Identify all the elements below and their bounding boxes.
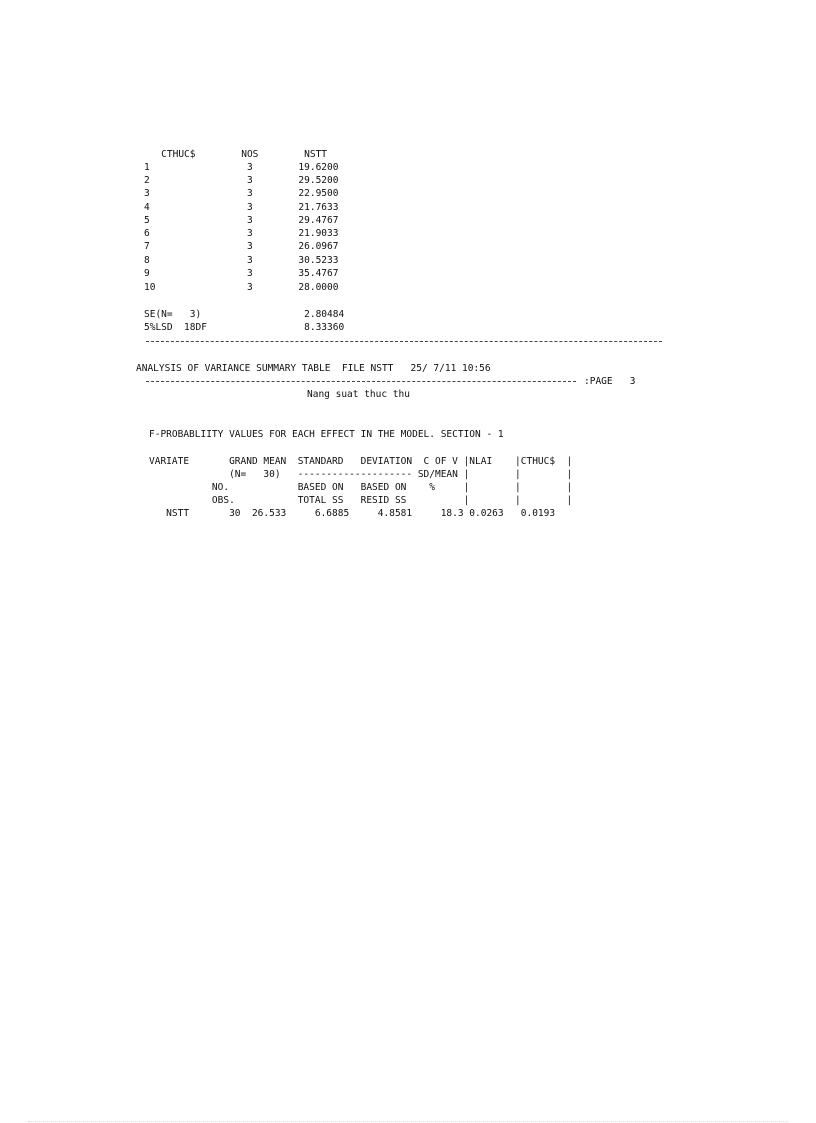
anova-header-line-2: (N= 30) -------------------- SD/MEAN | | | <box>149 469 573 480</box>
separator-rule-1 <box>146 341 662 342</box>
anova-title: ANALYSIS OF VARIANCE SUMMARY TABLE FILE NSTT 25/ 7/11 10:56 <box>136 363 491 374</box>
lsd-line: 5%LSD 18DF 8.33360 <box>144 322 345 333</box>
page-label: :PAGE 3 <box>584 376 636 387</box>
anova-header-line-4: OBS. TOTAL SS RESID SS | | | <box>149 495 573 506</box>
means-row-2: 2 3 29.5200 <box>144 175 339 186</box>
means-row-9: 9 3 35.4767 <box>144 268 339 279</box>
means-row-8: 8 3 30.5233 <box>144 255 339 266</box>
means-row-4: 4 3 21.7633 <box>144 202 339 213</box>
se-line: SE(N= 3) 2.80484 <box>144 309 345 320</box>
means-row-3: 3 3 22.9500 <box>144 188 339 199</box>
means-row-7: 7 3 26.0967 <box>144 241 339 252</box>
page-bottom-border <box>28 1121 788 1122</box>
means-row-5: 5 3 29.4767 <box>144 215 339 226</box>
anova-header-line-1: VARIATE GRAND MEAN STANDARD DEVIATION C OF V |NLAI |CTHUC$ | <box>149 456 573 467</box>
means-row-10: 10 3 28.0000 <box>144 282 339 293</box>
means-row-6: 6 3 21.9033 <box>144 228 339 239</box>
fprob-title: F-PROBABLIITY VALUES FOR EACH EFFECT IN THE MODEL. SECTION - 1 <box>149 429 504 440</box>
anova-data-row: NSTT 30 26.533 6.6885 4.8581 18.3 0.0263 0.0193 <box>149 508 556 519</box>
anova-subtitle: Nang suat thuc thu <box>307 389 410 400</box>
separator-rule-2 <box>146 381 576 382</box>
means-row-1: 1 3 19.6200 <box>144 162 339 173</box>
means-table-header: CTHUC$ NOS NSTT <box>144 149 328 160</box>
anova-header-line-3: NO. BASED ON BASED ON % | | | <box>149 482 573 493</box>
